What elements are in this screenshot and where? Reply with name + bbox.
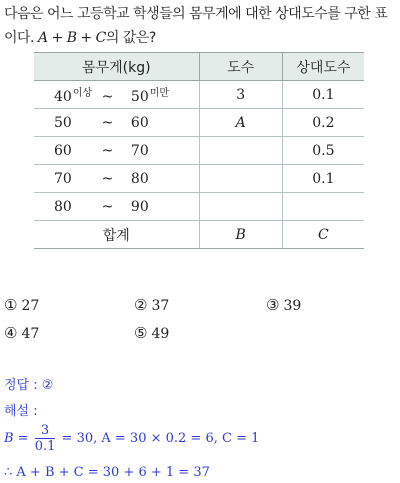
choice-4[interactable] [4, 324, 39, 342]
relative-frequency-cell: 0.2 [282, 109, 364, 137]
range-tilde: ~ [101, 143, 114, 159]
frequency-table [34, 52, 364, 249]
frequency-cell [199, 137, 282, 165]
question-line-2-suffix: 의 값은? [105, 30, 156, 46]
question-expression: A + B + C [37, 30, 106, 46]
answer-value: ② [41, 378, 54, 393]
relative-frequency-cell: 0.1 [282, 81, 364, 109]
choice-2-marker: ② [134, 296, 148, 314]
range-tilde: ~ [101, 171, 114, 187]
table-header-row [34, 53, 364, 81]
table-row [34, 137, 364, 165]
range-low: 60 [54, 143, 72, 159]
answer-line [4, 374, 53, 393]
answer-label: 정답 : [4, 378, 42, 393]
frequency-cell [199, 193, 282, 221]
question-line-2 [4, 26, 400, 50]
frequency-cell [199, 165, 282, 193]
eq1-numerator: 3 [35, 423, 56, 439]
choice-5-value: 49 [151, 326, 170, 342]
range-high: $50^{미만}$ [130, 88, 170, 105]
choice-3-marker: ③ [266, 296, 280, 314]
question-text [4, 2, 400, 50]
weight-range-cell [34, 137, 199, 165]
question-line-1: 다음은 어느 고등학교 학생들의 몸무게에 대한 상대도수를 구한 표 [4, 6, 388, 22]
choice-3-value: 39 [283, 298, 302, 314]
choice-5[interactable] [134, 324, 169, 342]
choice-2-value: 37 [151, 298, 170, 314]
choice-4-value: 47 [21, 326, 40, 342]
range-high: 80 [130, 171, 149, 187]
relative-frequency-cell [282, 193, 364, 221]
explanation-equation-2: ∴ A + B + C = 30 + 6 + 1 = 37 [4, 465, 210, 480]
choice-2[interactable] [134, 296, 169, 314]
table-row [34, 193, 364, 221]
weight-range-cell [34, 109, 199, 137]
relative-frequency-cell: 0.5 [282, 137, 364, 165]
weight-range-cell [34, 81, 199, 109]
table-total-row [34, 221, 364, 249]
question-line-2-prefix: 이다. [4, 30, 34, 46]
range-tilde: ~ [101, 115, 114, 131]
table-row [34, 109, 364, 137]
choice-1[interactable] [4, 296, 39, 314]
range-tilde: ~ [101, 89, 114, 105]
eq1-denominator: 0.1 [34, 439, 56, 454]
range-high: 90 [130, 199, 149, 215]
range-low: 80 [54, 199, 72, 215]
eq1-lhs: B = [4, 431, 29, 446]
range-high: 60 [130, 115, 149, 131]
range-low: 70 [54, 171, 72, 187]
table-body [34, 81, 364, 249]
eq1-rest: = 30, A = 30 × 0.2 = 6, C = 1 [61, 431, 260, 446]
total-relative-frequency: C [282, 221, 364, 249]
header-frequency: 도수 [199, 53, 282, 81]
explanation-equation-1 [4, 423, 259, 454]
table-row [34, 81, 364, 109]
total-frequency: B [199, 221, 282, 249]
eq1-fraction [35, 423, 56, 454]
frequency-cell: A [199, 109, 282, 137]
weight-range-cell [34, 165, 199, 193]
total-label: 합계 [34, 221, 199, 249]
range-tilde: ~ [101, 199, 114, 215]
weight-range-cell [34, 193, 199, 221]
choice-4-marker: ④ [4, 324, 18, 342]
choice-1-marker: ① [4, 296, 18, 314]
table-row [34, 165, 364, 193]
explanation-title: 해설 : [4, 404, 38, 419]
range-high: 70 [130, 143, 149, 159]
choice-3[interactable] [266, 296, 301, 314]
range-low: $40^{이상}$ [54, 88, 93, 105]
header-weight: 몸무게(kg) [34, 53, 199, 81]
choice-5-marker: ⑤ [134, 324, 148, 342]
header-relative-frequency: 상대도수 [282, 53, 364, 81]
range-low: 50 [54, 115, 72, 131]
relative-frequency-cell: 0.1 [282, 165, 364, 193]
choice-1-value: 27 [21, 298, 40, 314]
frequency-cell: 3 [199, 81, 282, 109]
